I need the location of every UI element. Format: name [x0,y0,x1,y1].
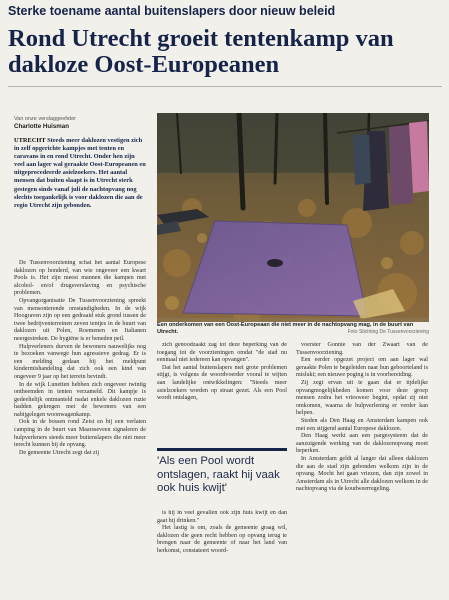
paragraph: De Tussenvoorziening schat het aantal Europese daklozen op honderd, van wie ongeveer een kwart Pools is. Het zijn meest mannen die kampen met alcohol- en/of drugsverslaving en psychische problemen. [14,260,146,297]
photo-caption [157,322,429,336]
photo-credit: Foto Stichting De Tussenvoorziening [347,329,429,335]
quote-rule [157,448,287,451]
paragraph: Een eerder opgezet project om aan lager wal geraakte Polen te begeleiden naar hun geboorteland is mislukt; een nieuwe poging is in voorbereiding. [296,357,428,379]
paragraph: De gemeente Utrecht zegt dat zij [19,449,100,456]
paragraph: Den Haag werkt aan een pargesysteem dat de aanzuigende werking van de daklozenopvang moet beperken. [296,433,428,455]
paragraph: Het lastig is om, zoals de gemeente graag wil, daklozen die geen recht hebben op opvang terug te brengen naar de gemeente of naar het land van herkomst, constateert woord- [157,525,287,554]
paragraph: is hij in veel gevallen ook zijn huis kwijt en dan gaat hij drinken." [157,510,287,524]
forest-camp-image [157,113,429,322]
body-column-3 [296,342,428,590]
body-column-2-continued [157,510,287,590]
paragraph: Ook in de bossen rond Zeist en bij een verlaten camping in de buurt van Maarsseveen signaleren de hulpverleners steeds meer buitenslapers die niet meer terecht kunnen bij de opvang. [14,419,146,449]
caption-text: Een onderkomen van een Oost-Europeaan die niet meer in de nachtopvang mag, in de buurt van Utrecht. [157,322,414,335]
news-photo [157,113,429,322]
byline-name: Charlotte Huisman [14,123,70,130]
paragraph: In Amsterdam geldt al langer dat alleen daklozen die aan de stad zijn gebonden welkom zijn in de opvang. Mocht het gaan vriezen, dan zijn zowel in Amsterdam als in Utrecht alle daklozen welkom in de nachtopvang via de koudweerregeling. [296,455,428,493]
paragraph: voerster Gonnie van der Zwaart van de Tussenvoorziening. [296,342,428,356]
lead-paragraph [14,137,146,210]
paragraph: Hulpverleners durven de bewoners nauwelijks nog te bezoeken vanwege hun agressieve gedrag. Er is een melding gedaan bij het meldpunt kindermishandeling dat zich ook een kind van ongeveer 9 jaar op het terrein bevindt. [14,343,146,380]
paragraph: In de wijk Lunetten hebben zich ongeveer twintig ontheemden in tenten verzameld. Dit kampje is gedeeltelijk ontmanteld nadat enkele daklozen ruzie hadden gekregen met de bewoners van een nabijgelegen woonwagenkamp. [14,381,146,418]
body-column-2 [157,342,287,447]
pull-quote: 'Als een Pool wordt ontslagen, raakt hij vaak ook huis kwijt' [157,455,280,494]
lead-dateline: UTRECHT [14,137,46,144]
paragraph: Zij zegt ervan uit te gaan dat er tijdelijke opvangmogelijkheden komen voor deze groep mensen zodra het vriesweer begint, opdat zij niet omkomen, waarna de hulpverlening er verder kan helpen. [296,379,428,417]
paragraph: Opvangorganisatie De Tussenvoorziening spreekt van mensonterende omstandigheden. In de wijk Hoograven zijn op een gedraaid stuk grond tussen de twee bedrijventerreinen zeven tentjes in de buurt van daklozen uit Polen, Roemenen en Italianen neergestreken. De hygiëne is er beneden peil. [14,297,146,342]
lead-text: Steeds meer daklozen vestigen zich in zelf opgerichte kampjes met tenten en caravans in en rond Utrecht. Onder hen zijn veel aan lager wal geraakte Oost-Europeanen en uitgeprocedeerde asielzoekers. Het aantal mensen dat buiten slaapt is in Utrecht sterk gestegen sinds vanaf juli de nachtopvang nog slechts toegankelijk is voor daklozen die aan de regio Utrecht zijn gebonden. [14,137,146,209]
kicker: Sterke toename aantal buitenslapers door nieuw beleid [8,4,336,18]
headline: Rond Utrecht groeit tentenkamp van dakloze Oost-Europeanen [8,25,394,78]
paragraph: zich genoodzaakt zag tot deze beperking van de toegang tot de voorzieningen omdat "de stad nu eenmaal niet iedereen kan opvangen". [157,342,287,364]
body-column-1 [14,260,146,590]
paragraph: Dat het aantal buitenslapers met grote problemen stijgt, is volgens de woordvoerder vooral te wijten aan landelijke ontwikkelingen: "Steeds meer asielzoekers worden op straat gezet. Als een Pool wordt ontslagen, [157,364,287,402]
paragraph: Steden als Den Haag en Amsterdam kampen ook met een stijgend aantal Europese daklozen. [296,417,428,432]
byline-role: Van onze verslaggeefster [14,116,76,122]
divider [8,86,442,87]
